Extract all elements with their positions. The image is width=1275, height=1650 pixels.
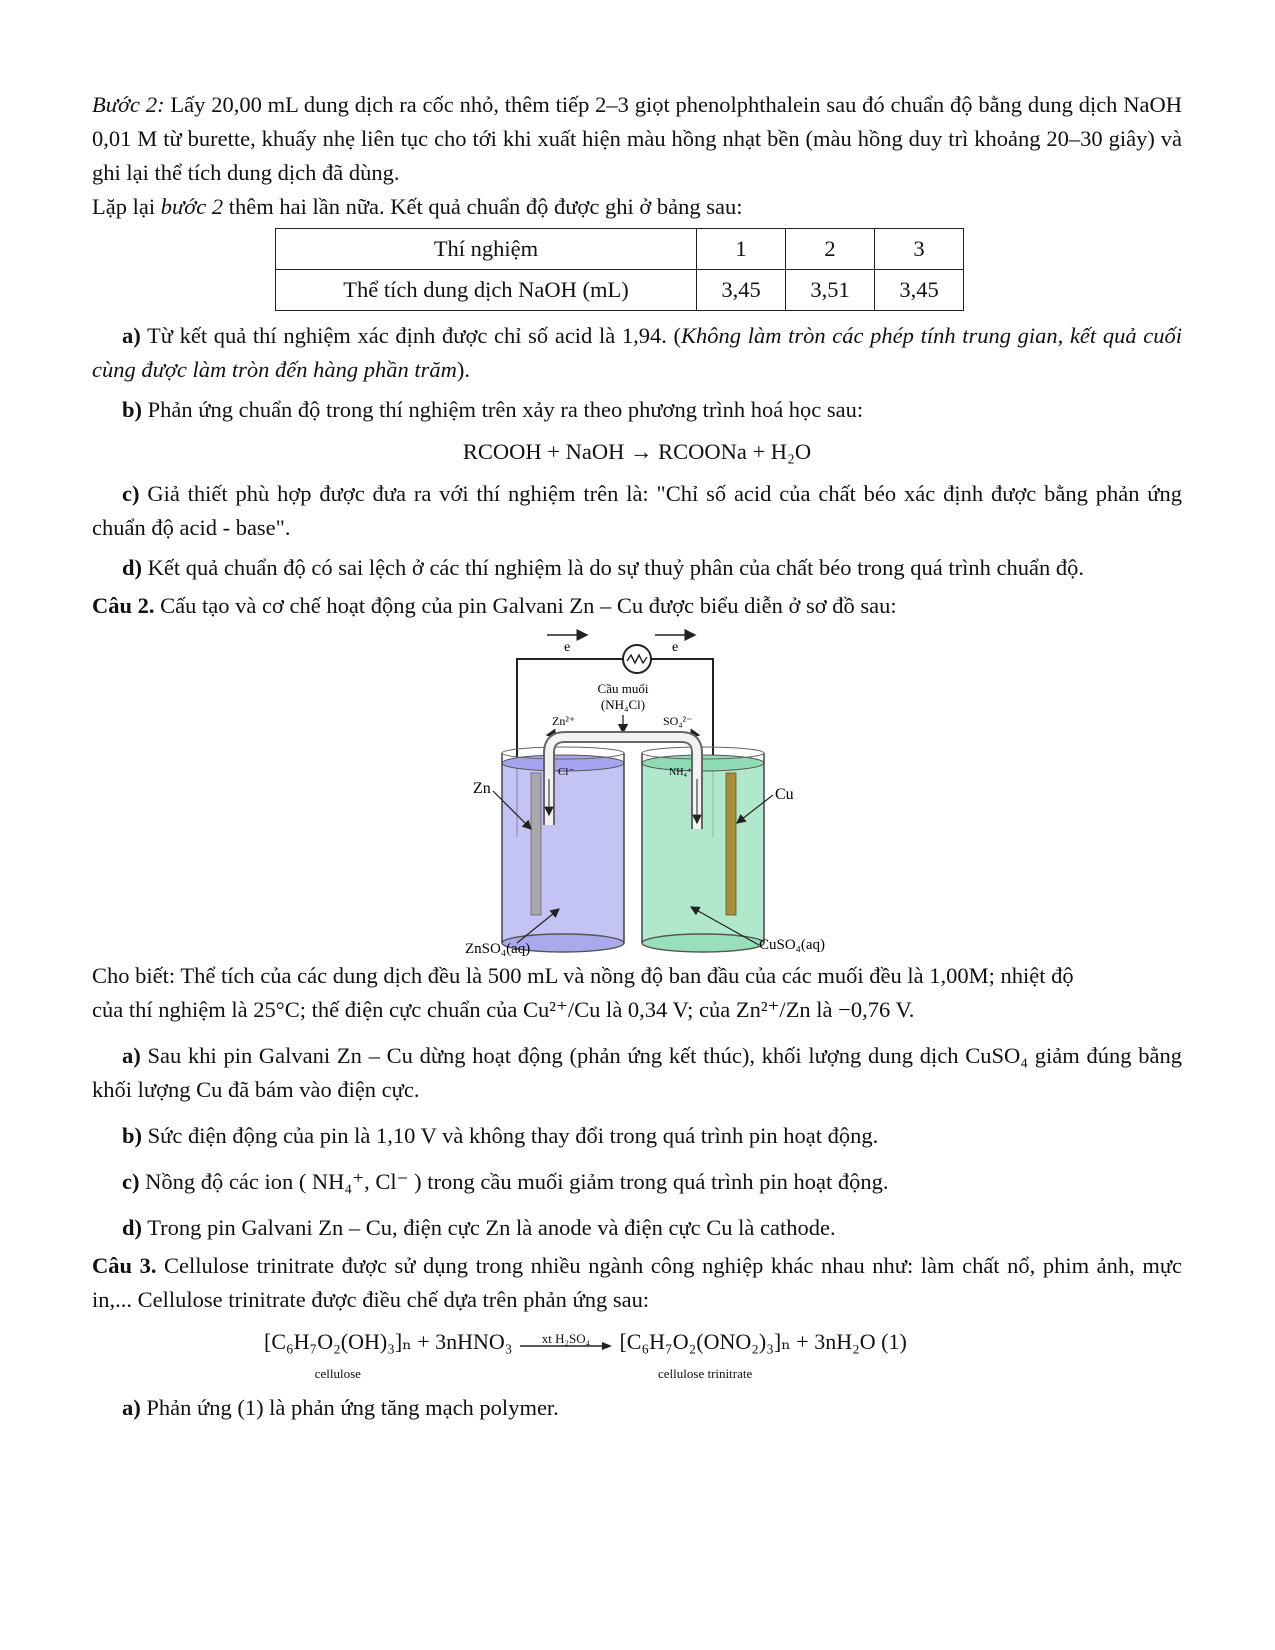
nitration-equation [92,1325,1182,1381]
nh4-ion-label: NH₄⁺ [669,767,693,778]
q2-intro-text: Cấu tạo và cơ chế hoạt động của pin Galvani Zn – Cu được biểu diễn ở sơ đồ sau: [154,593,897,618]
table-row [276,270,964,311]
table-cell: 3,45 [875,270,964,311]
eq-cellulose-trinitrate: [C₆H₇O₂(ONO₂)₃]ₙ [619,1329,791,1354]
question-label: Câu 3. [92,1253,157,1278]
step2-label: Bước 2: [92,92,165,117]
eq-cellulose-caption: cellulose [314,1366,361,1381]
cl-ion-label: Cl⁻ [558,766,575,778]
option-label: b) [122,397,143,422]
q3-intro-text: Cellulose trinitrate được sử dụng trong nhiều ngành công nghiệp khác nhau như: làm chất nổ, phim ảnh, mực in,... Cellulose trinitrate được điều chế dựa trên phản ứng sau: [92,1253,1183,1312]
option-label: a) [122,1043,141,1068]
table-cell: 1 [697,229,786,270]
repeat-post: thêm hai lần nữa. Kết quả chuẩn độ được ghi ở bảng sau: [223,194,743,219]
step2-text: Lấy 20,00 mL dung dịch ra cốc nhỏ, thêm tiếp 2–3 giọt phenolphthalein sau đó chuẩn độ bằng dung dịch NaOH 0,01 M từ burette, khuấy nhẹ liên tục cho tới khi xuất hiện màu hồng nhạt bền (màu hồng duy trì khoảng 20–30 giây) và ghi lại thể tích dung dịch đã dùng. [92,92,1182,185]
eq-trinitrate-caption: cellulose trinitrate [658,1366,753,1381]
cu-electrode [726,773,736,915]
table-cell: Thí nghiệm [276,229,697,270]
electron-label: e [564,640,571,655]
table-cell: 2 [786,229,875,270]
q3-a [92,1391,1182,1425]
table-cell: 3,51 [786,270,875,311]
q2-given-line2: của thí nghiệm là 25°C; thế điện cực chuẩn của Cu²⁺/Cu là 0,34 V; của Zn²⁺/Zn là −0,76 V. [92,997,915,1022]
q2-a [92,1039,1182,1107]
q2-a-text: Sau khi pin Galvani Zn – Cu dừng hoạt động (phản ứng kết thúc), khối lượng dung dịch CuSO₄ giảm đúng bằng khối lượng Cu đã bám vào điện cực. [92,1043,1182,1102]
galvanic-cell-diagram [437,629,837,957]
reaction-arrow [518,1330,614,1354]
q2-intro [92,589,1182,623]
document-body [92,88,1182,1425]
titration-equation: RCOOH + NaOH → RCOONa + H₂O [462,439,812,464]
q1-a-text: Từ kết quả thí nghiệm xác định được chỉ số acid là 1,94. ( [140,323,682,348]
option-label: c) [122,481,140,506]
repeat-italic: bước 2 [160,194,224,219]
eq-reagent: + 3nHNO₃ [417,1329,513,1354]
cu-label: Cu [775,786,794,803]
q2-c-text: Nồng độ các ion ( NH₄⁺, Cl⁻ ) trong cầu muối giảm trong quá trình pin hoạt động. [139,1169,889,1194]
q1-d [92,551,1182,585]
zn-label: Zn [473,780,491,797]
repeat-paragraph [92,190,1182,224]
q2-c [92,1165,1182,1199]
option-label: c) [122,1169,140,1194]
q2-d-text: Trong pin Galvani Zn – Cu, điện cực Zn là anode và điện cực Cu là cathode. [142,1215,836,1240]
q1-b [92,393,1182,427]
eq-cellulose: [C₆H₇O₂(OH)₃]ₙ [264,1329,412,1354]
q1-b-text: Phản ứng chuẩn độ trong thí nghiệm trên xảy ra theo phương trình hoá học sau: [142,397,864,422]
q2-given-line1: Cho biết: Thể tích của các dung dịch đều là 500 mL và nồng độ ban đầu của các muối đều là 1,00M; nhiệt độ [92,963,1074,988]
eq-water: + 3nH₂O (1) [796,1329,907,1354]
q2-given [92,959,1182,1027]
option-label: d) [122,1215,143,1240]
znso4-label: ZnSO₄(aq) [465,941,531,957]
znso4-solution [502,763,624,943]
q1-d-text: Kết quả chuẩn độ có sai lệch ở các thí nghiệm là do sự thuỷ phân của chất béo trong quá trình chuẩn độ. [142,555,1084,580]
table-cell: Thể tích dung dịch NaOH (mL) [276,270,697,311]
repeat-pre: Lặp lại [92,194,161,219]
option-label: b) [122,1123,143,1148]
zn-ion-label: Zn²⁺ [552,714,576,728]
table-header-row [276,229,964,270]
salt-bridge-title: Cầu muối [597,681,649,696]
q1-c [92,477,1182,545]
option-label: a) [122,1395,141,1420]
step2-paragraph [92,88,1182,190]
q1-c-text: Giả thiết phù hợp được đưa ra với thí nghiệm trên là: "Chỉ số acid của chất béo xác định được bằng phản ứng chuẩn độ acid - base". [92,481,1182,540]
q2-d [92,1211,1182,1245]
salt-bridge-formula: (NH₄Cl) [600,697,646,712]
q1-a-end: ). [456,357,471,382]
option-label: a) [122,323,141,348]
zn-electrode [531,773,541,915]
so4-ion-label: SO₄²⁻ [663,714,693,728]
question-label: Câu 2. [92,593,155,618]
table-cell: 3 [875,229,964,270]
eq-condition: xt H₂SO₄ [541,1330,591,1346]
q3-intro [92,1249,1182,1317]
q2-b-text: Sức điện động của pin là 1,10 V và không thay đổi trong quá trình pin hoạt động. [142,1123,879,1148]
q2-b [92,1119,1182,1153]
table-cell: 3,45 [697,270,786,311]
cuso4-label: CuSO₄(aq) [759,937,826,953]
option-label: d) [122,555,143,580]
q1-a-note: Không làm tròn các phép tính trung gian, kết quả cuối cùng được làm tròn đến hàng phần trăm [92,323,1182,382]
titration-table [275,228,964,311]
q1-a [92,319,1182,387]
electron-label: e [672,640,679,655]
q3-a-text: Phản ứng (1) là phản ứng tăng mạch polymer. [140,1395,559,1420]
